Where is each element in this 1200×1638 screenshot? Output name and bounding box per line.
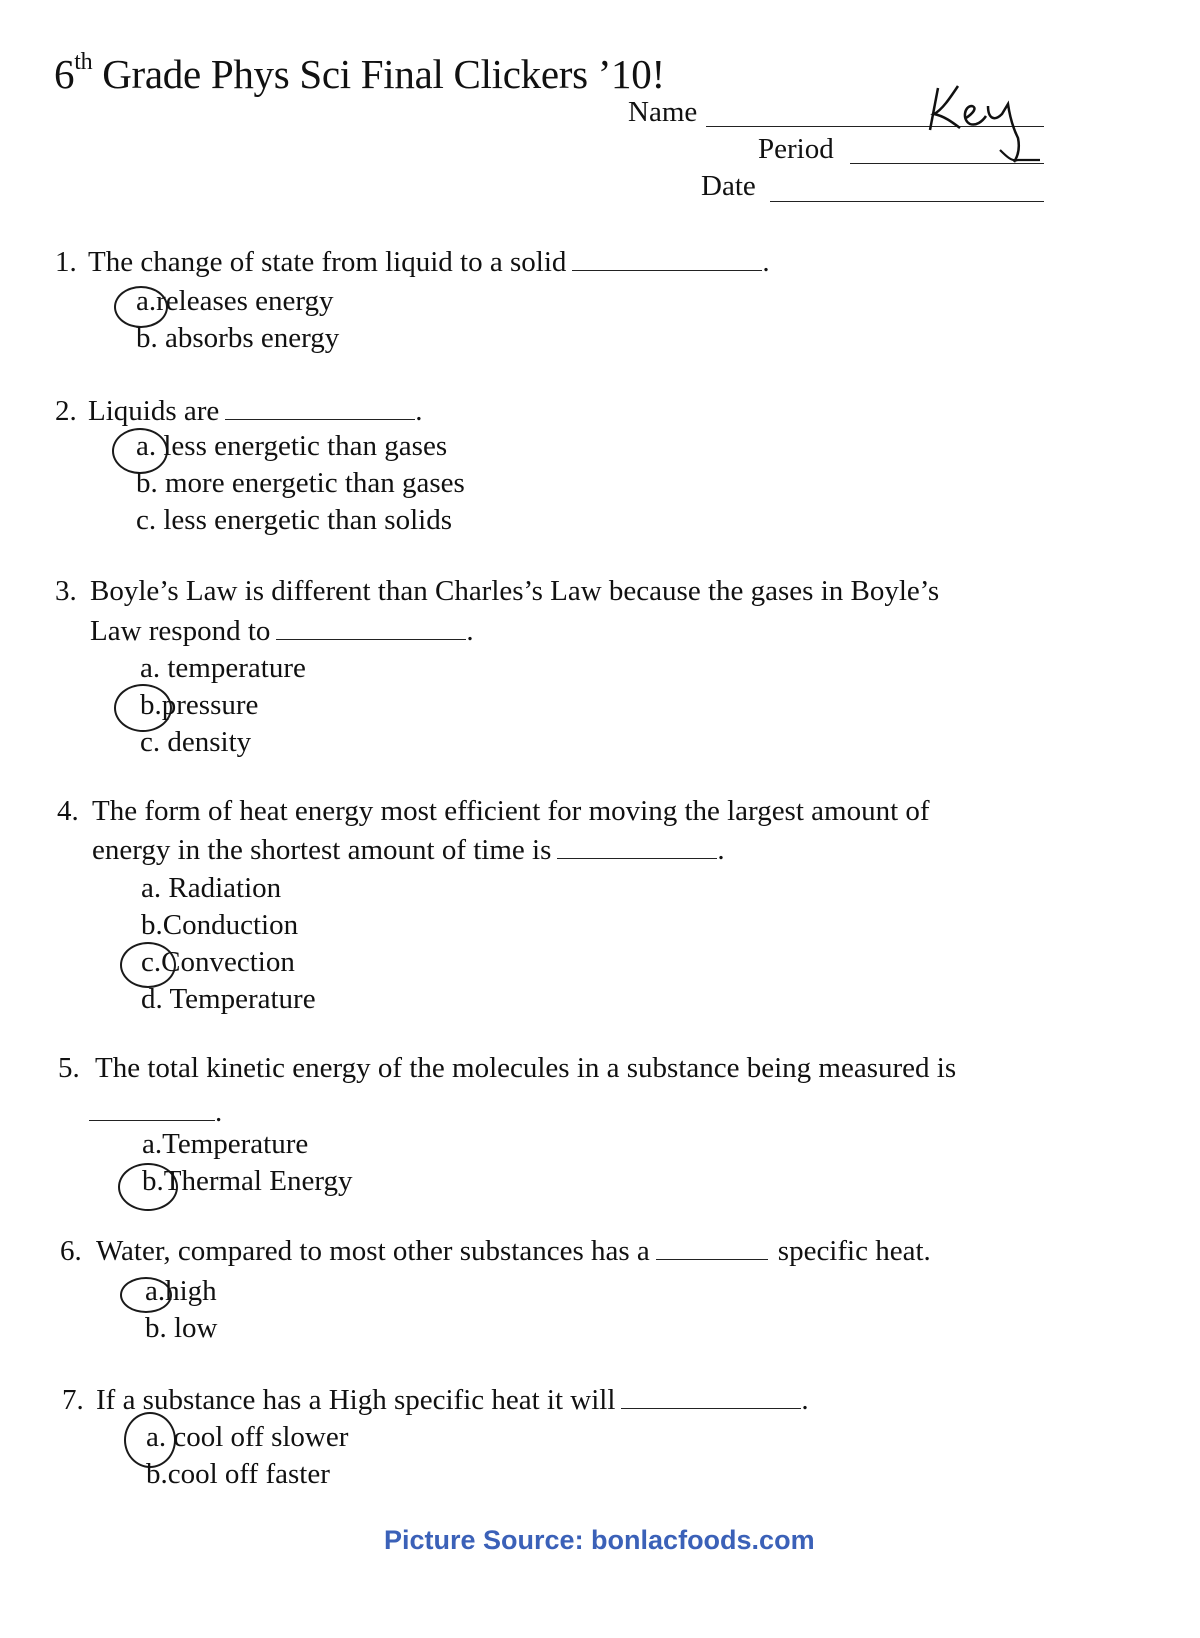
question-text: Boyle’s Law is different than Charles’s Law because the gases in Boyle’s — [90, 575, 940, 607]
question-number: 3. — [55, 575, 77, 607]
title-text: Grade Phys Sci Final Clickers ’10! — [102, 51, 665, 97]
option-b[interactable]: b. more energetic than gases — [136, 467, 465, 499]
option-a[interactable]: a.high — [145, 1275, 217, 1307]
answer-blank — [89, 1100, 215, 1121]
question-end: . — [415, 395, 423, 427]
question-text-continued: Law respond to — [90, 615, 271, 647]
answer-blank — [276, 619, 466, 640]
title-sup: th — [74, 49, 93, 76]
question-number: 4. — [57, 795, 79, 827]
name-label: Name — [628, 96, 698, 128]
question-text: If a substance has a High specific heat it will — [96, 1384, 616, 1416]
option-b[interactable]: b. low — [145, 1312, 218, 1344]
handwritten-key-signature — [910, 78, 1045, 168]
date-field-line[interactable] — [770, 201, 1044, 202]
question-end: . — [466, 615, 474, 647]
option-a[interactable]: a. temperature — [140, 652, 306, 684]
question-text: Water, compared to most other substances has a — [96, 1235, 650, 1267]
question-number: 7. — [62, 1384, 84, 1416]
question-text: The total kinetic energy of the molecules in a substance being measured is — [95, 1052, 957, 1084]
period-label: Period — [758, 133, 834, 165]
option-b[interactable]: b.cool off faster — [146, 1458, 330, 1490]
question-number: 1. — [55, 246, 77, 278]
question-text: The change of state from liquid to a solid — [88, 246, 567, 278]
option-c[interactable]: c. density — [140, 726, 252, 758]
answer-blank — [572, 250, 762, 271]
option-a[interactable]: a. less energetic than gases — [136, 430, 448, 462]
picture-source-watermark: Picture Source: bonlacfoods.com — [384, 1525, 815, 1555]
question-end: . — [215, 1096, 223, 1128]
option-b[interactable]: b. absorbs energy — [136, 322, 340, 354]
option-a[interactable]: a.Temperature — [142, 1128, 309, 1160]
page-title — [54, 50, 665, 98]
question-end: . — [717, 834, 725, 866]
question-number: 5. — [58, 1052, 80, 1084]
option-b[interactable]: b.pressure — [140, 689, 259, 721]
question-number: 6. — [60, 1235, 82, 1267]
question-text-after-blank: specific heat. — [777, 1235, 931, 1267]
question-end: . — [801, 1384, 809, 1416]
date-label: Date — [701, 170, 756, 202]
question-number: 2. — [55, 395, 77, 427]
option-b[interactable]: b.Conduction — [141, 909, 299, 941]
answer-blank — [557, 838, 717, 859]
question-text: The form of heat energy most efficient for moving the largest amount of — [92, 795, 930, 827]
option-a[interactable]: a.releases energy — [136, 285, 334, 317]
answer-blank — [621, 1388, 801, 1409]
answer-blank — [656, 1239, 768, 1260]
option-b[interactable]: b.Thermal Energy — [142, 1165, 353, 1197]
option-a[interactable]: a. Radiation — [141, 872, 282, 904]
question-text: Liquids are — [88, 395, 220, 427]
option-c[interactable]: c.Convection — [141, 946, 295, 978]
option-c[interactable]: c. less energetic than solids — [136, 504, 452, 536]
question-text-continued: energy in the shortest amount of time is — [92, 834, 552, 866]
option-d[interactable]: d. Temperature — [141, 983, 316, 1015]
title-grade: 6 — [54, 51, 75, 97]
question-end: . — [762, 246, 770, 278]
answer-blank — [225, 399, 415, 420]
option-a[interactable]: a. cool off slower — [146, 1421, 349, 1453]
